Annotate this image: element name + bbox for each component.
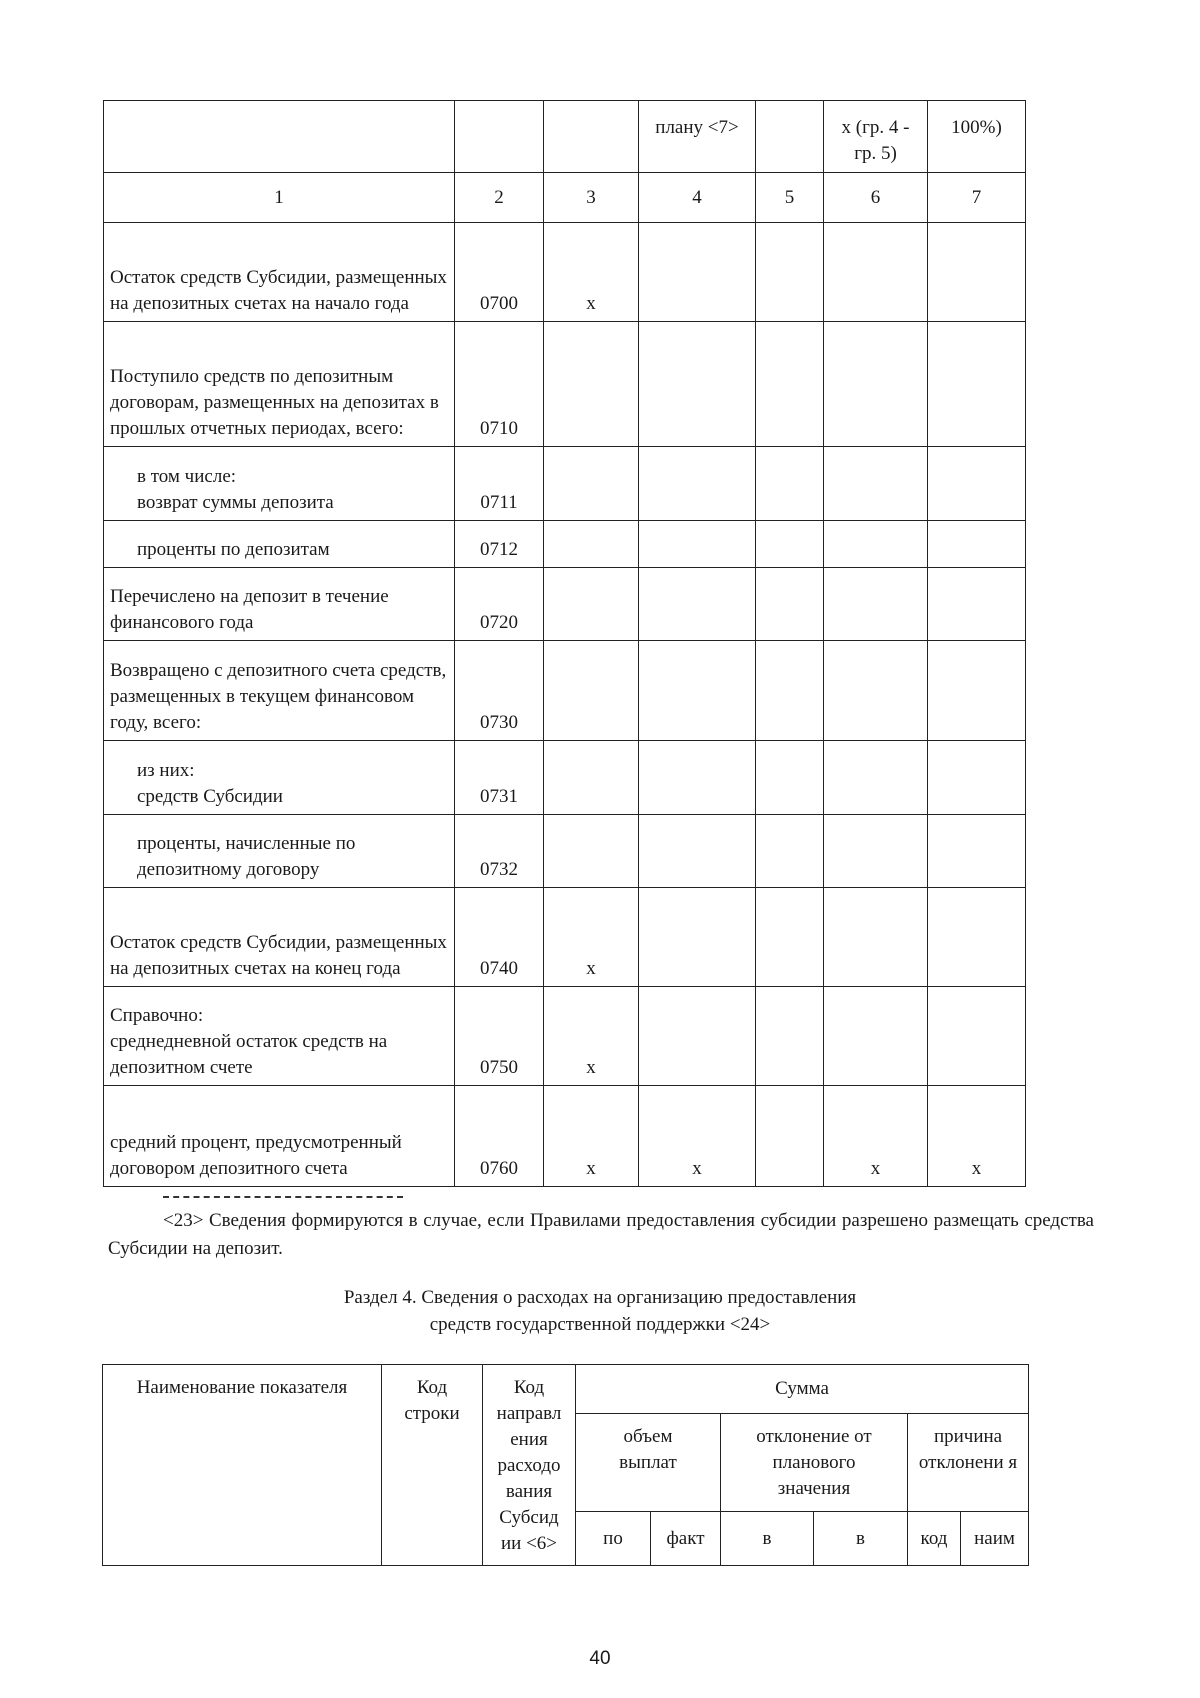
column-number: 2 xyxy=(455,173,544,223)
volume-fact-header: факт xyxy=(651,1512,721,1566)
deviation-2-header: в xyxy=(814,1512,908,1566)
row-cell-7 xyxy=(928,521,1026,568)
row-label-prefix: из них: xyxy=(137,760,195,781)
row-cell-5 xyxy=(756,815,824,888)
row-cell-5 xyxy=(756,568,824,641)
row-cell-5 xyxy=(756,521,824,568)
row-code: 0760 xyxy=(455,1086,544,1187)
column-number: 1 xyxy=(104,173,455,223)
header-cell-4: плану <7> xyxy=(639,101,756,173)
row-code: 0730 xyxy=(455,641,544,741)
row-cell-5 xyxy=(756,1086,824,1187)
deviation-header: отклонение от планового значения xyxy=(721,1414,908,1512)
table-row xyxy=(104,987,1026,1086)
column-number: 4 xyxy=(639,173,756,223)
row-label: средний процент, предусмотренный договором депозитного счета xyxy=(104,1086,455,1187)
row-cell-4: х xyxy=(639,1086,756,1187)
row-label: проценты, начисленные по депозитному договору xyxy=(104,815,455,888)
table-row xyxy=(104,223,1026,322)
column-number: 5 xyxy=(756,173,824,223)
header-cell-5 xyxy=(756,101,824,173)
table-row xyxy=(104,322,1026,447)
row-cell-3: х xyxy=(544,987,639,1086)
deviation-1-header: в xyxy=(721,1512,814,1566)
row-cell-5 xyxy=(756,322,824,447)
row-cell-3 xyxy=(544,521,639,568)
row-cell-3 xyxy=(544,568,639,641)
row-code: 0750 xyxy=(455,987,544,1086)
header-cell-1 xyxy=(104,101,455,173)
row-cell-6 xyxy=(824,641,928,741)
row-label: средств Субсидии xyxy=(137,786,283,807)
table-row xyxy=(104,1086,1026,1187)
row-cell-7 xyxy=(928,322,1026,447)
row-cell-6 xyxy=(824,987,928,1086)
reason-name-header: наим xyxy=(961,1512,1029,1566)
row-cell-7 xyxy=(928,815,1026,888)
row-cell-6 xyxy=(824,815,928,888)
row-cell-7 xyxy=(928,888,1026,987)
table-row xyxy=(104,641,1026,741)
section-title-line-1: Раздел 4. Сведения о расходах на организацию предоставления xyxy=(343,1287,857,1308)
row-cell-4 xyxy=(639,447,756,521)
row-code: 0700 xyxy=(455,223,544,322)
row-cell-5 xyxy=(756,447,824,521)
row-cell-7 xyxy=(928,741,1026,815)
header-cell-7: 100%) xyxy=(928,101,1026,173)
row-cell-6 xyxy=(824,741,928,815)
page-number: 40 xyxy=(589,1648,611,1669)
section-title-line-2: средств государственной поддержки <24> xyxy=(429,1314,771,1335)
row-label-cell xyxy=(104,987,455,1086)
row-cell-5 xyxy=(756,223,824,322)
row-cell-7 xyxy=(928,223,1026,322)
row-cell-5 xyxy=(756,987,824,1086)
row-code: 0740 xyxy=(455,888,544,987)
row-cell-5 xyxy=(756,888,824,987)
table-row xyxy=(104,521,1026,568)
row-label: Остаток средств Субсидии, размещенных на депозитных счетах на начало года xyxy=(104,223,455,322)
row-cell-3 xyxy=(544,447,639,521)
row-label: среднедневной остаток средств на депозитном счете xyxy=(110,1031,388,1078)
row-cell-3 xyxy=(544,741,639,815)
table-row xyxy=(104,741,1026,815)
row-label-prefix: Справочно: xyxy=(110,1005,204,1026)
row-cell-3: х xyxy=(544,888,639,987)
column-numbers-row xyxy=(104,173,1026,223)
row-label: Перечислено на депозит в течение финансового года xyxy=(104,568,455,641)
row-label: Возвращено с депозитного счета средств, размещенных в текущем финансовом году, всего: xyxy=(104,641,455,741)
row-label-cell xyxy=(104,741,455,815)
row-cell-7 xyxy=(928,987,1026,1086)
row-code: 0710 xyxy=(455,322,544,447)
row-label-prefix: в том числе: xyxy=(137,466,237,487)
row-cell-4 xyxy=(639,741,756,815)
row-cell-4 xyxy=(639,568,756,641)
row-cell-7 xyxy=(928,447,1026,521)
row-cell-4 xyxy=(639,521,756,568)
header-row xyxy=(104,101,1026,173)
row-cell-7 xyxy=(928,641,1026,741)
row-cell-6 xyxy=(824,447,928,521)
row-label: возврат суммы депозита xyxy=(137,492,334,513)
expenses-header-row-1 xyxy=(103,1365,1029,1414)
section-title xyxy=(200,1284,1000,1338)
reason-code-header: код xyxy=(908,1512,961,1566)
reason-header: причина отклонени я xyxy=(908,1414,1029,1512)
row-cell-4 xyxy=(639,815,756,888)
footnote-separator xyxy=(163,1196,403,1198)
row-cell-6 xyxy=(824,568,928,641)
row-code: 0732 xyxy=(455,815,544,888)
row-cell-6 xyxy=(824,888,928,987)
row-code: 0720 xyxy=(455,568,544,641)
row-cell-4 xyxy=(639,223,756,322)
row-label-cell xyxy=(104,447,455,521)
row-code: 0711 xyxy=(455,447,544,521)
col-code-header: Код строки xyxy=(382,1365,483,1566)
header-cell-3 xyxy=(544,101,639,173)
expenses-table xyxy=(102,1364,1029,1566)
table-row xyxy=(104,568,1026,641)
column-number: 3 xyxy=(544,173,639,223)
volume-header: объем выплат xyxy=(576,1414,721,1512)
table-row xyxy=(104,447,1026,521)
row-cell-3 xyxy=(544,815,639,888)
row-cell-6 xyxy=(824,223,928,322)
row-cell-7: х xyxy=(928,1086,1026,1187)
sum-header: Сумма xyxy=(576,1365,1029,1414)
row-cell-5 xyxy=(756,641,824,741)
row-label: Остаток средств Субсидии, размещенных на депозитных счетах на конец года xyxy=(104,888,455,987)
row-cell-7 xyxy=(928,568,1026,641)
table-row xyxy=(104,815,1026,888)
column-number: 7 xyxy=(928,173,1026,223)
row-cell-4 xyxy=(639,322,756,447)
volume-plan-header: по xyxy=(576,1512,651,1566)
row-cell-3: х xyxy=(544,1086,639,1187)
row-code: 0712 xyxy=(455,521,544,568)
deposit-table xyxy=(103,100,1026,1187)
row-cell-3 xyxy=(544,322,639,447)
row-cell-6 xyxy=(824,322,928,447)
header-cell-2 xyxy=(455,101,544,173)
table-row xyxy=(104,888,1026,987)
row-cell-6 xyxy=(824,521,928,568)
row-cell-4 xyxy=(639,987,756,1086)
col-name-header: Наименование показателя xyxy=(103,1365,382,1566)
row-cell-4 xyxy=(639,641,756,741)
row-label: Поступило средств по депозитным договорам, размещенных на депозитах в прошлых отчетных периодах, всего: xyxy=(104,322,455,447)
col-direction-header: Код направл ения расходо вания Субсид ии <6> xyxy=(483,1365,576,1566)
row-cell-6: х xyxy=(824,1086,928,1187)
column-number: 6 xyxy=(824,173,928,223)
row-label: проценты по депозитам xyxy=(104,521,455,568)
row-cell-4 xyxy=(639,888,756,987)
header-cell-6: х (гр. 4 - гр. 5) xyxy=(824,101,928,173)
row-cell-3: х xyxy=(544,223,639,322)
row-cell-3 xyxy=(544,641,639,741)
footnote-text: <23> Сведения формируются в случае, если Правилами предоставления субсидии разрешено размещать средства Субсидии на депозит. xyxy=(108,1210,1094,1259)
row-code: 0731 xyxy=(455,741,544,815)
row-cell-5 xyxy=(756,741,824,815)
